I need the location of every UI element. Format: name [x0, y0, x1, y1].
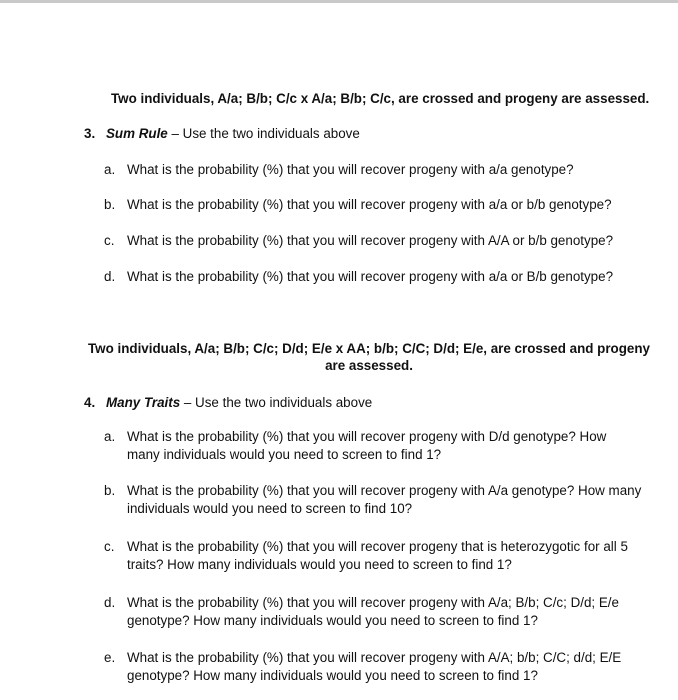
item-text: What is the probability (%) that you will recover progeny with D/d genotype? How many individuals would you need to screen to find 1?: [127, 429, 607, 462]
item-text: What is the probability (%) that you will recover progeny with a/a genotype?: [127, 162, 574, 177]
item-text: What is the probability (%) that you will recover progeny with A/a; B/b; C/c; D/d; E/e genotype? How many individuals would you need to screen to find 1?: [127, 595, 619, 628]
top-border: [0, 0, 678, 3]
section4-subtitle: – Use the two individuals above: [180, 395, 373, 410]
section4-item-d: [104, 594, 644, 630]
section4-intro: Two individuals, A/a; B/b; C/c; D/d; E/e x AA; b/b; C/C; D/d; E/e, are crossed and progeny are assessed.: [88, 341, 650, 373]
item-letter: e.: [104, 650, 116, 665]
section3-item-c: [104, 232, 664, 250]
item-letter: c.: [104, 539, 115, 554]
section4-item-a: [104, 428, 634, 464]
item-text: What is the probability (%) that you will recover progeny with A/A; b/b; C/C; d/d; E/E genotype? How many individuals would you need to screen to find 1?: [127, 650, 622, 683]
item-letter: a.: [104, 162, 116, 177]
item-text: What is the probability (%) that you will recover progeny with A/a genotype? How many individuals would you need to screen to find 10?: [127, 483, 642, 516]
item-letter: b.: [104, 483, 116, 498]
section3-item-b: [104, 196, 664, 214]
item-letter: d.: [104, 595, 116, 610]
section3-number: 3.: [84, 126, 96, 141]
section3-item-a: [104, 161, 664, 179]
section4-title: Many Traits: [106, 395, 181, 410]
item-text: What is the probability (%) that you will recover progeny with a/a or b/b genotype?: [127, 197, 612, 212]
item-text: What is the probability (%) that you will recover progeny with A/A or b/b genotype?: [127, 233, 614, 248]
section3-heading: [84, 125, 360, 142]
section4-heading: [84, 394, 372, 411]
section4-item-b: [104, 482, 660, 518]
section3-item-d: [104, 268, 664, 286]
item-letter: b.: [104, 197, 116, 212]
item-letter: c.: [104, 233, 115, 248]
section4-number: 4.: [84, 395, 96, 410]
item-letter: d.: [104, 269, 116, 284]
item-text: What is the probability (%) that you will recover progeny that is heterozygotic for all 5 traits? How many individuals would you need to screen to find 1?: [127, 539, 628, 572]
section3-subtitle: – Use the two individuals above: [167, 126, 360, 141]
section4-item-c: [104, 538, 649, 574]
section3-intro: Two individuals, A/a; B/b; C/c x A/a; B/b; C/c, are crossed and progeny are assessed.: [111, 91, 650, 106]
item-text: What is the probability (%) that you will recover progeny with a/a or B/b genotype?: [127, 269, 614, 284]
item-letter: a.: [104, 429, 116, 444]
section4-item-e: [104, 649, 644, 685]
section3-title: Sum Rule: [106, 126, 168, 141]
